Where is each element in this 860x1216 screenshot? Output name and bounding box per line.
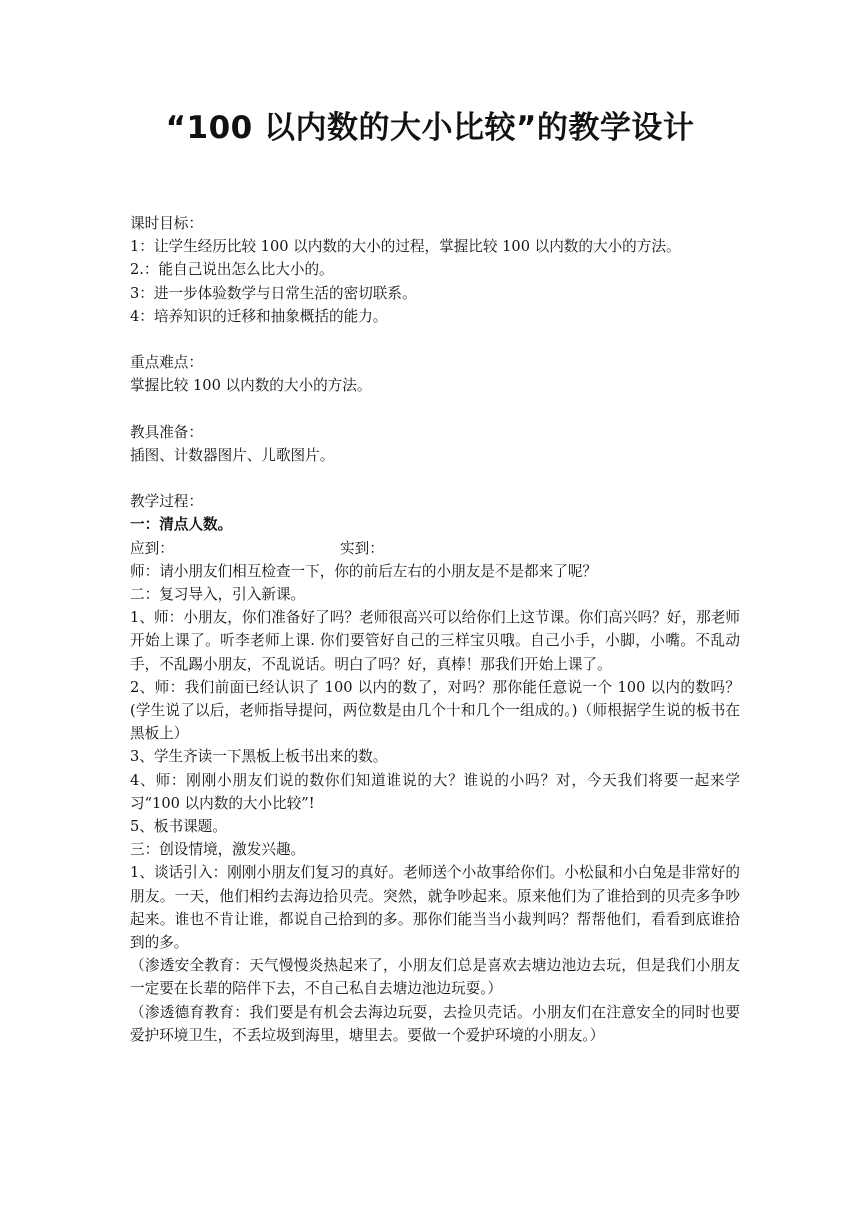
section-3-paragraph-1: 1、谈话引入：刚刚小朋友们复习的真好。老师送个小故事给你们。小松鼠和小白兔是非常好的朋友。一天，他们相约去海边拾贝壳。突然，就争吵起来。原来他们为了谁拾到的贝壳多争吵起来。谁也不肯让谁，都说自己拾到的多。那你们能当当小裁判吗？帮帮他们，看看到底谁拾到的多。	[130, 864, 740, 951]
attendance-expected: 应到：	[130, 539, 174, 557]
key-points-heading: 重点难点：	[130, 354, 203, 372]
attendance-line	[130, 537, 740, 560]
objectives-heading: 课时目标：	[130, 215, 203, 232]
materials-text: 插图、计数器图片、儿歌图片。	[130, 446, 335, 464]
key-points-text: 掌握比较 100 以内数的大小的方法。	[130, 377, 372, 395]
objective-item-2: 2.：能自己说出怎么比大小的。	[130, 261, 334, 279]
document-body	[130, 212, 740, 1047]
teacher-check: 师：请小朋友们相互检查一下，你的前后左右的小朋友是不是都来了呢？	[130, 562, 598, 580]
section-2-paragraph-3: 3、学生齐读一下黑板上板书出来的数。	[130, 748, 388, 766]
section-1-title: 一：清点人数。	[130, 516, 233, 534]
section-2-paragraph-5: 5、板书课题。	[130, 818, 227, 836]
section-2-paragraph-2: 2、师：我们前面已经认识了 100 以内的数了，对吗？那你能任意说一个 100 以内的数吗？(学生说了以后，老师指导提问，两位数是由几个十和几个一组成的。)（师根据学生说的板书在黑板上）	[130, 678, 740, 743]
section-3-title: 三：创设情境，激发兴趣。	[130, 841, 306, 859]
spacer	[130, 398, 740, 421]
section-2-title: 二：复习导入，引入新课。	[130, 586, 306, 604]
section-3-paragraph-3: （渗透德育教育：我们要是有机会去海边玩耍，去捡贝壳话。小朋友们在注意安全的同时也要爱护环境卫生，不丢垃圾到海里，塘里去。要做一个爱护环境的小朋友。）	[130, 1003, 740, 1044]
objective-item-4: 4：培养知识的迁移和抽象概括的能力。	[130, 307, 388, 325]
page-title: “100 以内数的大小比较”的教学设计	[165, 110, 695, 146]
objective-item-1: 1：让学生经历比较 100 以内数的大小的过程，掌握比较 100 以内数的大小的方法。	[130, 238, 681, 256]
spacer	[130, 328, 740, 351]
section-2-paragraph-4: 4、师：刚刚小朋友们说的数你们知道谁说的大？谁说的小吗？对，今天我们将要一起来学习“100 以内数的大小比较”!	[130, 771, 740, 812]
spacer	[130, 467, 740, 490]
section-3-paragraph-2: （渗透安全教育：天气慢慢炎热起来了，小朋友们总是喜欢去塘边池边去玩，但是我们小朋友一定要在长辈的陪伴下去，不自己私自去塘边池边玩耍。）	[130, 957, 740, 998]
section-2-paragraph-1: 1、师：小朋友，你们准备好了吗？老师很高兴可以给你们上这节课。你们高兴吗？好，那老师开始上课了。听李老师上课. 你们要管好自己的三样宝贝哦。自己小手，小脚，小嘴。不乱动手，不乱踢小朋友，不乱说话。明白了吗？好，真棒！那我们开始上课了。	[130, 609, 740, 673]
materials-heading: 教具准备：	[130, 423, 203, 441]
attendance-actual: 实到：	[340, 539, 384, 557]
objective-item-3: 3：进一步体验数学与日常生活的密切联系。	[130, 284, 417, 302]
process-heading: 教学过程：	[130, 493, 203, 511]
